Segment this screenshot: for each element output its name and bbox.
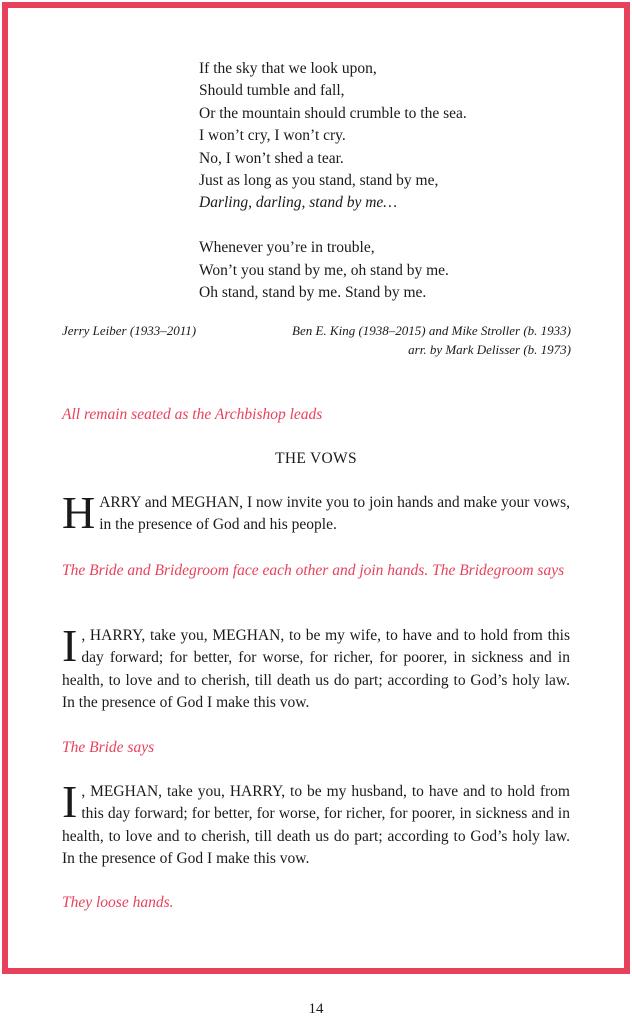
lyric-line: No, I won’t shed a tear.	[199, 149, 344, 167]
groom-vow-text: , HARRY, take you, MEGHAN, to be my wife, to have and to hold from this day forward; for better, for worse, for richer, for poorer, in sickness and in health, to love and to cherish, till death us do part; according to God’s holy law. In the presence of God I make this vow.	[62, 627, 570, 712]
bride-vow-text: , MEGHAN, take you, HARRY, to be my husband, to have and to hold from this day forward; for better, for worse, for richer, for poorer, in sickness and in health, to love and to cherish, till death us do part; according to God’s holy law. In the presence of God I make this vow.	[62, 783, 570, 868]
composer-credit	[292, 321, 571, 359]
groom-vow-paragraph	[62, 620, 570, 715]
composer-credit-line: Ben E. King (1938–2015) and Mike Stroller (b. 1933)	[292, 323, 571, 338]
lyric-line-italic: Darling, darling, stand by me…	[199, 194, 398, 212]
drop-cap: I	[62, 620, 78, 671]
rubric-loose-hands: They loose hands.	[62, 894, 174, 911]
drop-cap: H	[62, 487, 96, 538]
section-heading: THE VOWS	[275, 450, 357, 467]
lyric-line: If the sky that we look upon,	[199, 60, 377, 77]
rubric-bride-says: The Bride says	[62, 739, 155, 756]
lyric-line: Whenever you’re in trouble,	[199, 239, 375, 257]
rubric-seated: All remain seated as the Archbishop leads	[62, 406, 323, 423]
invitation-paragraph	[62, 487, 570, 538]
stanza-gap	[199, 215, 467, 237]
lyric-line: Just as long as you stand, stand by me,	[199, 172, 439, 190]
lyricist-credit: Jerry Leiber (1933–2011)	[62, 323, 197, 338]
lyric-line: I won’t cry, I won’t cry.	[199, 127, 346, 145]
arranger-credit-line: arr. by Mark Delisser (b. 1973)	[408, 342, 571, 357]
rubric-join-hands: The Bride and Bridegroom face each other and join hands. The Bridegroom says	[62, 562, 565, 579]
lyric-line: Should tumble and fall,	[199, 82, 345, 100]
page-number: 14	[308, 1001, 324, 1017]
bride-vow-paragraph	[62, 776, 570, 871]
lyric-line: Oh stand, stand by me. Stand by me.	[199, 284, 427, 302]
invitation-text: ARRY and MEGHAN, I now invite you to join hands and make your vows, in the presence of God and his people.	[99, 494, 570, 534]
song-lyrics	[199, 58, 467, 304]
lyric-line: Won’t you stand by me, oh stand by me.	[199, 261, 449, 279]
lyric-line: Or the mountain should crumble to the sea.	[199, 104, 467, 122]
drop-cap: I	[62, 776, 78, 827]
